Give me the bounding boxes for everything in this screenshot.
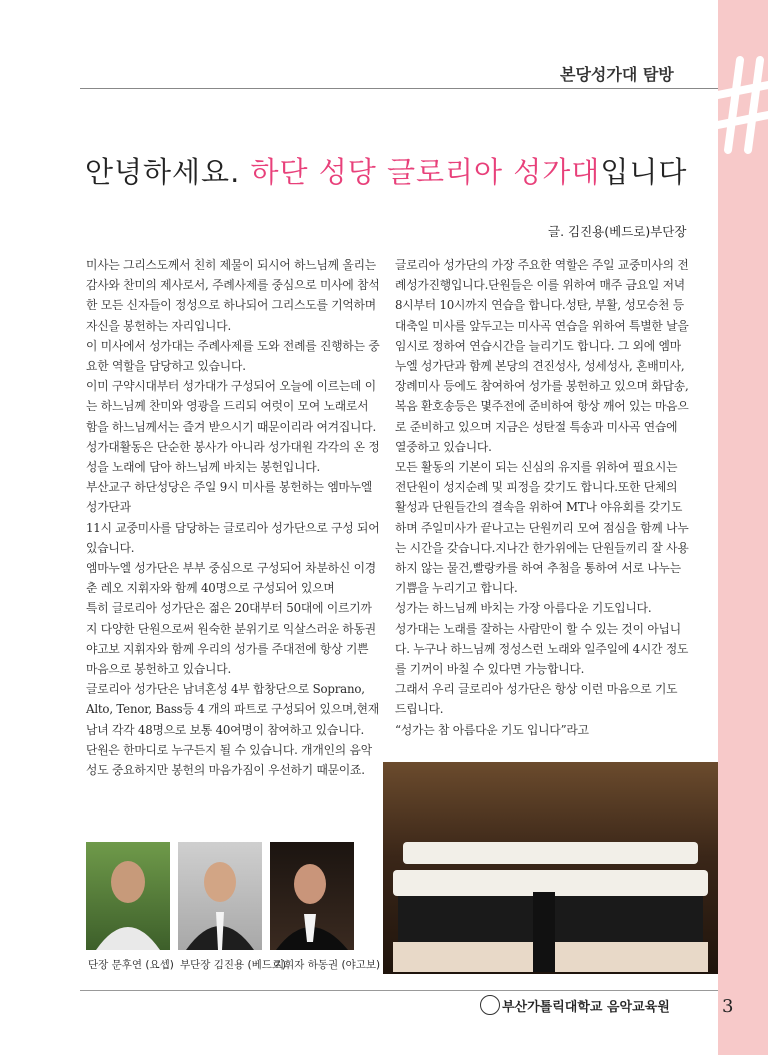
- footer-divider: [80, 990, 718, 991]
- paragraph: 미사는 그리스도께서 친히 제물이 되시어 하느님께 올리는 감사와 찬미의 제사로서, 주례사제를 중심으로 미사에 참석한 모든 신자들이 정성으로 하나되어 그리스도를 기억하며 자신을 봉헌하는 자리입니다.: [86, 258, 380, 333]
- footer-institution: 부산가톨릭대학교 음악교육원: [502, 1000, 670, 1015]
- paragraph: 11시 교중미사를 담당하는 글로리아 성가단으로 구성 되어 있습니다.: [86, 520, 380, 555]
- paragraph: 성가는 하느님께 바치는 가장 아름다운 기도입니다.: [395, 601, 652, 616]
- caption-conductor: 지휘자 하동권 (야고보): [274, 959, 381, 971]
- paragraph: 그래서 우리 글로리아 성가단은 항상 이런 마음으로 기도 드립니다.: [395, 682, 678, 717]
- paragraph: 이 미사에서 성가대는 주례사제를 도와 전례를 진행하는 중요한 역할을 담당하고 있습니다.: [86, 338, 380, 374]
- page-title: [85, 150, 705, 191]
- paragraph: “성가는 참 아름다운 기도 입니다”라고: [395, 722, 589, 737]
- title-part-1: 안녕하세요.: [85, 155, 251, 189]
- article-right-column: [395, 255, 690, 740]
- title-part-3: 입니다: [600, 155, 688, 189]
- choir-photo: [383, 762, 718, 974]
- header-divider: [80, 88, 718, 89]
- section-label: 본당성가대 탐방: [560, 65, 674, 84]
- caption-vice-director: 부단장 김진용 (베드로): [180, 959, 287, 971]
- choir-members-illustration: [393, 832, 708, 972]
- caption-director: 단장 문후연 (요셉): [88, 959, 174, 971]
- sharp-symbol-icon: [718, 40, 768, 160]
- paragraph: 특히 글로리아 성가단은 젊은 20대부터 50대에 이르기까지 다양한 단원으로써 원숙한 분위기로 익살스러운 하동권 야고보 지휘자와 함께 우리의 성가를 주대전에 항상 기쁜 마음으로 봉헌하고 있습니다.: [86, 601, 377, 677]
- author-byline: 글. 김진용(베드로)부단장: [548, 224, 687, 239]
- paragraph: 글로리아 성가단의 가장 주요한 역할은 주일 교중미사의 전례성가진행입니다.단원들은 이를 위하여 매주 금요일 저녁 8시부터 10시까지 연습을 합니다.성탄, 부활, 성모승천 등 대축일 미사를 앞두고는 미사곡 연습을 위하여 특별한 날을 임시로 정하여 연습시간을 늘리기도 합니다. 그 외에 엠마누엘 성가단과 함께 본당의 견진성사, 성세성사, 혼배미사, 장례미사 등에도 참여하여 성가를 봉헌하고 있으며 화답송,복음 환호송등은 몇주전에 준비하여 항상 깨어 있는 마음으로 준비하고 있으며 지금은 성탄절 특송과 미사곡 연습에 열중하고 있습니다.: [395, 258, 689, 454]
- paragraph: 글로리아 성가단은 남녀혼성 4부 합창단으로 Soprano, Alto, Tenor, Bass등 4 개의 파트로 구성되어 있으며,현재 남녀 각각 48명으로 보통 40여명이 참여하고 있습니다.: [86, 682, 380, 737]
- article-left-column: [86, 255, 381, 780]
- paragraph: 성가대는 노래를 잘하는 사람만이 할 수 있는 것이 아닙니다. 누구나 하느님께 정성스런 노래와 일주일에 4시간 정도를 기꺼이 바칠 수 있다면 가능합니다.: [395, 621, 689, 677]
- paragraph: 부산교구 하단성당은 주일 9시 미사를 봉헌하는 엠마누엘 성가단과: [86, 480, 373, 515]
- university-logo-icon: [480, 995, 500, 1015]
- portrait-photo-director: [86, 842, 170, 950]
- paragraph: 모든 활동의 기본이 되는 신심의 유지를 위하여 필요시는 전단원이 성지순례 및 피정을 갖기도 합니다.또한 단체의 활성과 단원들간의 결속을 위하여 MT나 야유회를 갖기도 하며 주일미사가 끝나고는 단원끼리 모여 점심을 함께 나누는 시간을 갖습니다.지나간 한가위에는 단원들끼리 잘 사용하지 않는 물건,빨랑카를 하여 추첨을 통하여 서로 나누는 기쁨을 누리기고 합니다.: [395, 460, 689, 596]
- paragraph: 엠마누엘 성가단은 부부 중심으로 구성되어 차분하신 이경춘 레오 지휘자와 함께 40명으로 구성되어 있으며: [86, 561, 377, 596]
- portrait-photo-vice-director: [178, 842, 262, 950]
- paragraph: 단원은 한마디로 누구든지 될 수 있습니다. 개개인의 음악성도 중요하지만 봉헌의 마음가짐이 우선하기 때문이죠.: [86, 742, 372, 778]
- title-part-2: 하단 성당 글로리아 성가대: [250, 155, 601, 189]
- portrait-photo-conductor: [270, 842, 354, 950]
- paragraph: 성가대활동은 단순한 봉사가 아니라 성가대원 각각의 온 정성을 노래에 담아 하느님께 바치는 봉헌입니다.: [86, 439, 380, 475]
- paragraph: 이미 구약시대부터 성가대가 구성되어 오늘에 이르는데 이는 하느님께 찬미와 영광을 드리되 여럿이 모여 노래로서 함을 하느님께서는 즐겨 받으시기 때문이리라 여겨집니다.: [86, 379, 377, 434]
- page-number: 3: [722, 996, 734, 1017]
